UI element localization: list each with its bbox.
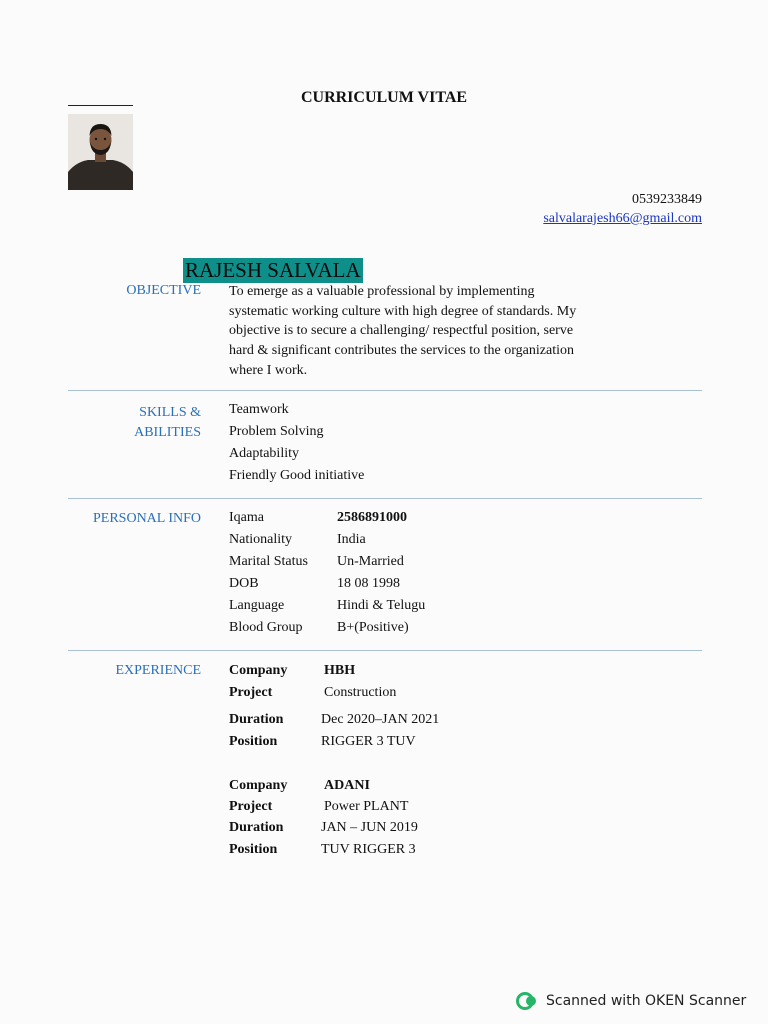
exp-key: Company [229,663,288,678]
exp-row [229,660,439,682]
info-row [229,529,425,551]
phone-number: 0539233849 [632,192,702,207]
exp-key: Duration [229,712,284,727]
section-divider [68,498,702,499]
portrait-icon [68,114,133,190]
exp-project: Construction [324,685,397,700]
info-row [229,507,425,529]
exp-project: Power PLANT [324,799,409,814]
exp-row [229,775,418,796]
scanner-text: Scanned with OKEN Scanner [546,993,747,1009]
experience-entry [229,775,418,861]
info-key: Iqama [229,510,264,525]
exp-row [229,839,418,861]
info-value: B+(Positive) [337,620,409,635]
exp-key: Position [229,734,278,749]
list-item: Problem Solving [229,424,324,439]
section-label-skills [68,403,201,443]
info-value: Un-Married [337,554,404,569]
list-item: Friendly Good initiative [229,468,365,483]
info-value: 18 08 1998 [337,576,400,591]
exp-key: Project [229,685,273,700]
info-key: Nationality [229,532,292,547]
exp-row [229,731,439,753]
info-value: 2586891000 [337,510,407,525]
section-divider [68,650,702,651]
exp-duration: JAN – JUN 2019 [321,820,418,835]
exp-key: Project [229,799,273,814]
objective-text [229,282,576,381]
page-title: CURRICULUM VITAE [300,89,468,106]
info-key: Marital Status [229,554,308,569]
exp-position: RIGGER 3 TUV [321,734,416,749]
info-key: Blood Group [229,620,303,635]
personal-info-table [229,507,425,639]
candidate-name: RAJESH SALVALA [185,258,361,282]
info-key: DOB [229,576,259,591]
section-label-experience: EXPERIENCE [115,663,201,678]
profile-photo [68,114,133,190]
info-key: Language [229,598,285,613]
exp-duration: Dec 2020–JAN 2021 [321,712,440,727]
email-link[interactable]: salvalarajesh66@gmail.com [543,211,702,226]
oken-logo-icon [516,991,538,1011]
info-row [229,573,425,595]
exp-row [229,682,439,704]
skills-label-line: ABILITIES [134,425,201,440]
list-item: Teamwork [229,402,289,417]
info-row [229,595,425,617]
photo-divider [68,105,133,106]
exp-key: Duration [229,820,284,835]
objective-line: objective is to secure a challenging/ respectful position, serve [229,323,574,339]
exp-row [229,709,439,731]
exp-company: HBH [324,663,356,678]
objective-line: where I work. [229,362,308,378]
info-value: India [337,532,366,547]
exp-key: Company [229,778,288,793]
exp-key: Position [229,842,278,857]
exp-row [229,817,418,839]
list-item: Adaptability [229,446,299,461]
info-value: Hindi & Telugu [337,598,426,613]
exp-position: TUV RIGGER 3 [321,842,416,857]
objective-line: To emerge as a valuable professional by implementing [229,284,535,299]
exp-row [229,796,418,817]
objective-line: hard & significant contributes the services to the organization [229,343,574,359]
skills-list [229,399,364,487]
skills-label-line: SKILLS & [139,405,201,420]
section-label-personal: PERSONAL INFO [93,511,201,526]
experience-entry [229,660,439,753]
objective-line: systematic working culture with high degree of standards. My [229,303,577,319]
section-divider [68,390,702,391]
info-row [229,551,425,573]
section-label-objective: OBJECTIVE [126,283,201,298]
info-row [229,617,425,639]
scanner-watermark [516,991,746,1011]
exp-company: ADANI [324,778,370,793]
